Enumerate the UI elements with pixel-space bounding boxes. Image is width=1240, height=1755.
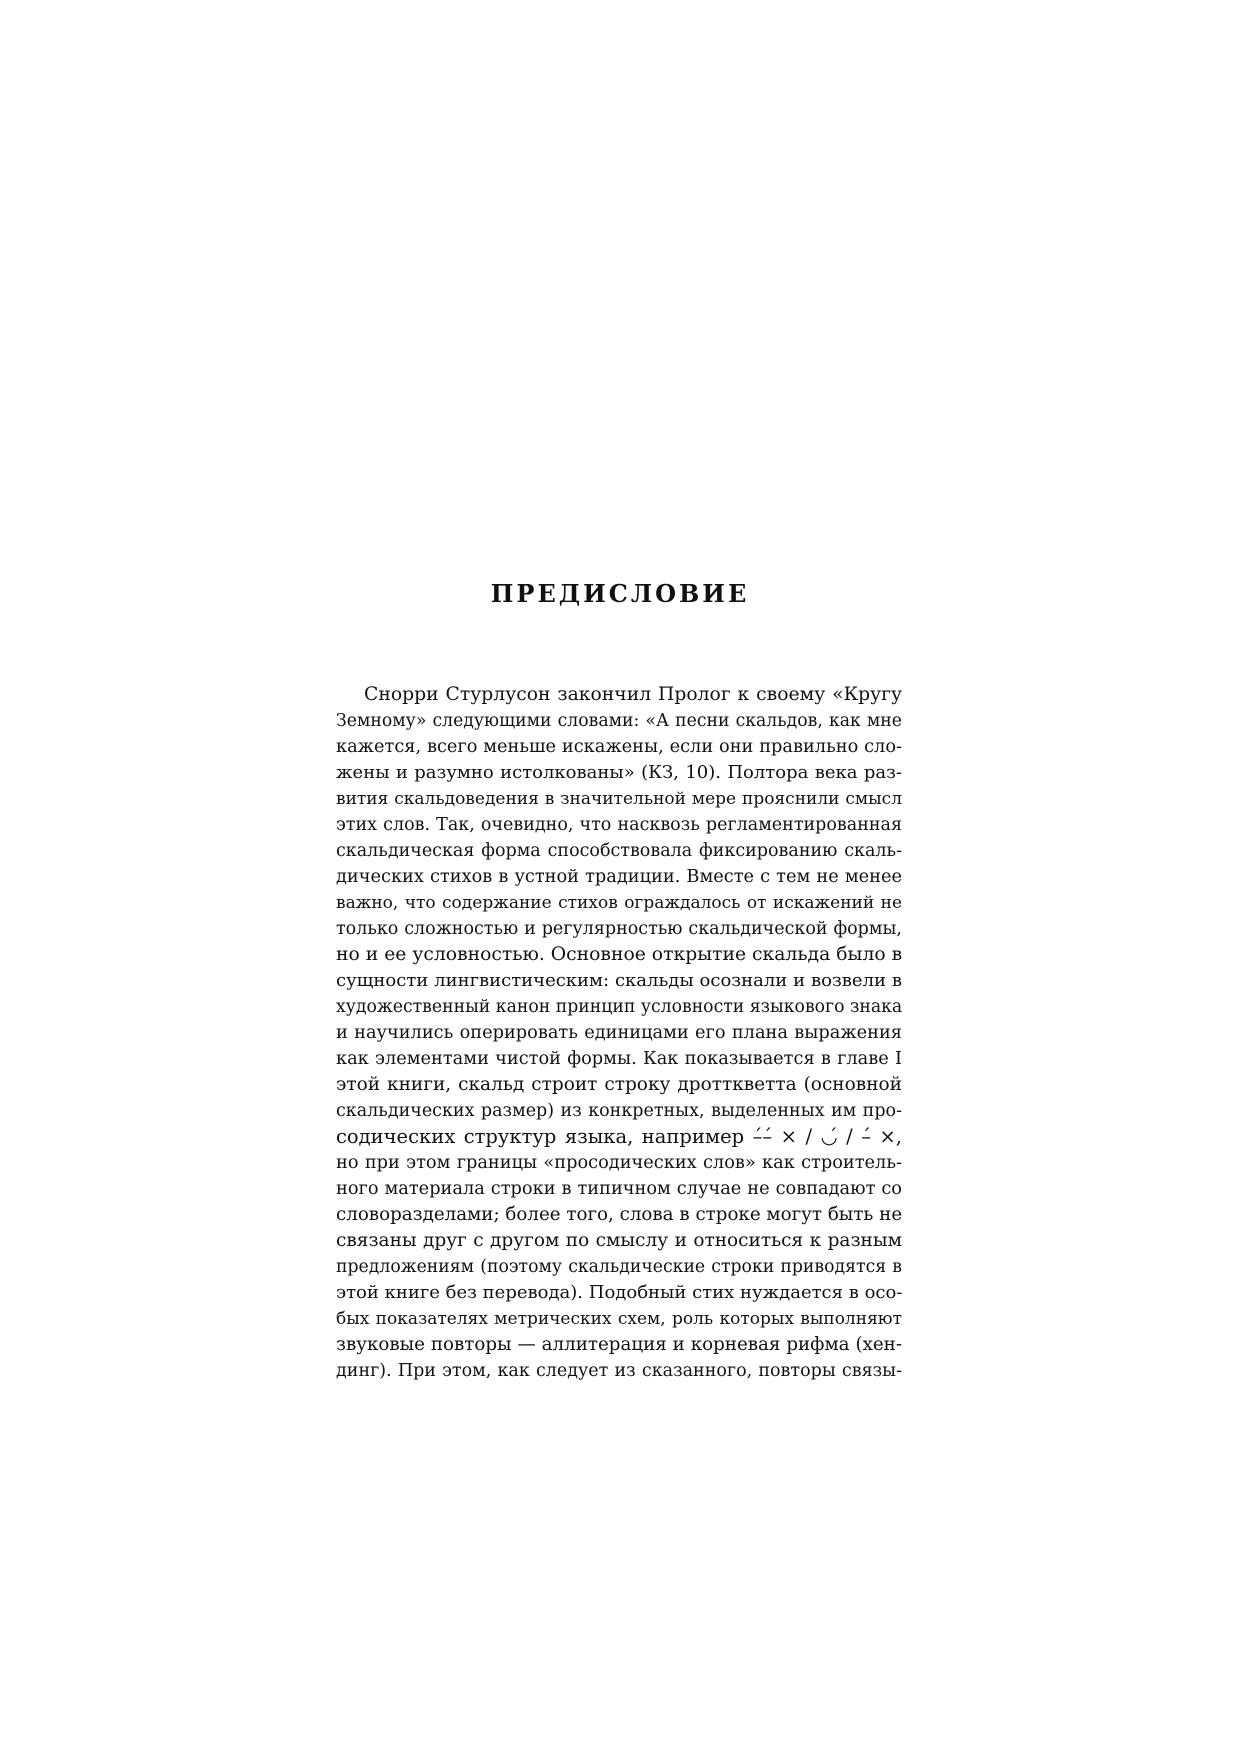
text-line: этой книги, скальд строит строку дротткветта (основной (336, 1074, 902, 1095)
text-line: Снорри Стурлусон закончил Пролог к своему «Кругу (364, 684, 902, 705)
text-line: кажется, всего меньше искажены, если они правильно сло- (336, 737, 902, 757)
text-line: жены и разумно истолкованы» (КЗ, 10). Полтора века раз- (336, 762, 902, 783)
text-line: и научились оперировать единицами его плана выражения (336, 1023, 902, 1043)
text-line: бых показателях метрических схем, роль которых выполняют (336, 1309, 902, 1329)
text-line: звуковые повторы — аллитерация и корневая рифма (хен- (336, 1334, 902, 1355)
text-line: этой книге без перевода). Подобный стих нуждается в осо- (336, 1282, 903, 1303)
text-line: художественный канон принцип условности языкового знака (336, 997, 903, 1017)
text-line: Земному» следующими словами: «А песни скальдов, как мне (336, 711, 902, 731)
text-line: но при этом границы «просодических слов» как строитель- (336, 1153, 902, 1173)
text-line: дических стихов в устной традиции. Вместе с тем не менее (336, 867, 902, 887)
text-line: предложениям (поэтому скальдические строки приводятся в (336, 1257, 902, 1277)
text-line: скальдическая форма способствовала фиксированию скаль- (336, 841, 902, 861)
text-line: важно, что содержание стихов ограждалось от искажений не (336, 893, 902, 913)
chapter-title: ПРЕДИСЛОВИЕ (490, 579, 750, 608)
text-line: словоразделами; более того, слова в строке могут быть не (336, 1204, 903, 1225)
text-line: но и ее условностью. Основное открытие скальда было в (336, 944, 903, 965)
text-line: только сложностью и регулярностью скальдической формы, (336, 919, 902, 939)
text-line: как элементами чистой формы. Как показывается в главе I (336, 1049, 902, 1069)
text-line: этих слов. Так, очевидно, что насквозь регламентированная (336, 815, 902, 835)
text-line: ного материала строки в типичном случае не совпадают со (336, 1179, 902, 1199)
text-line: вития скальдоведения в значительной мере прояснили смысл (336, 789, 902, 809)
text-line: содических структур языка, например –́–́ × / ◡́ / –́ ×, (336, 1125, 902, 1148)
text-line: сущности лингвистическим: скальды осознали и возвели в (336, 970, 902, 991)
text-line: динг). При этом, как следует из сказанного, повторы связы- (336, 1361, 902, 1381)
body-paragraph (336, 682, 902, 1384)
text-line: связаны друг с другом по смыслу и относиться к разным (336, 1230, 902, 1251)
text-line: скальдических размер) из конкретных, выделенных им про- (336, 1101, 902, 1121)
